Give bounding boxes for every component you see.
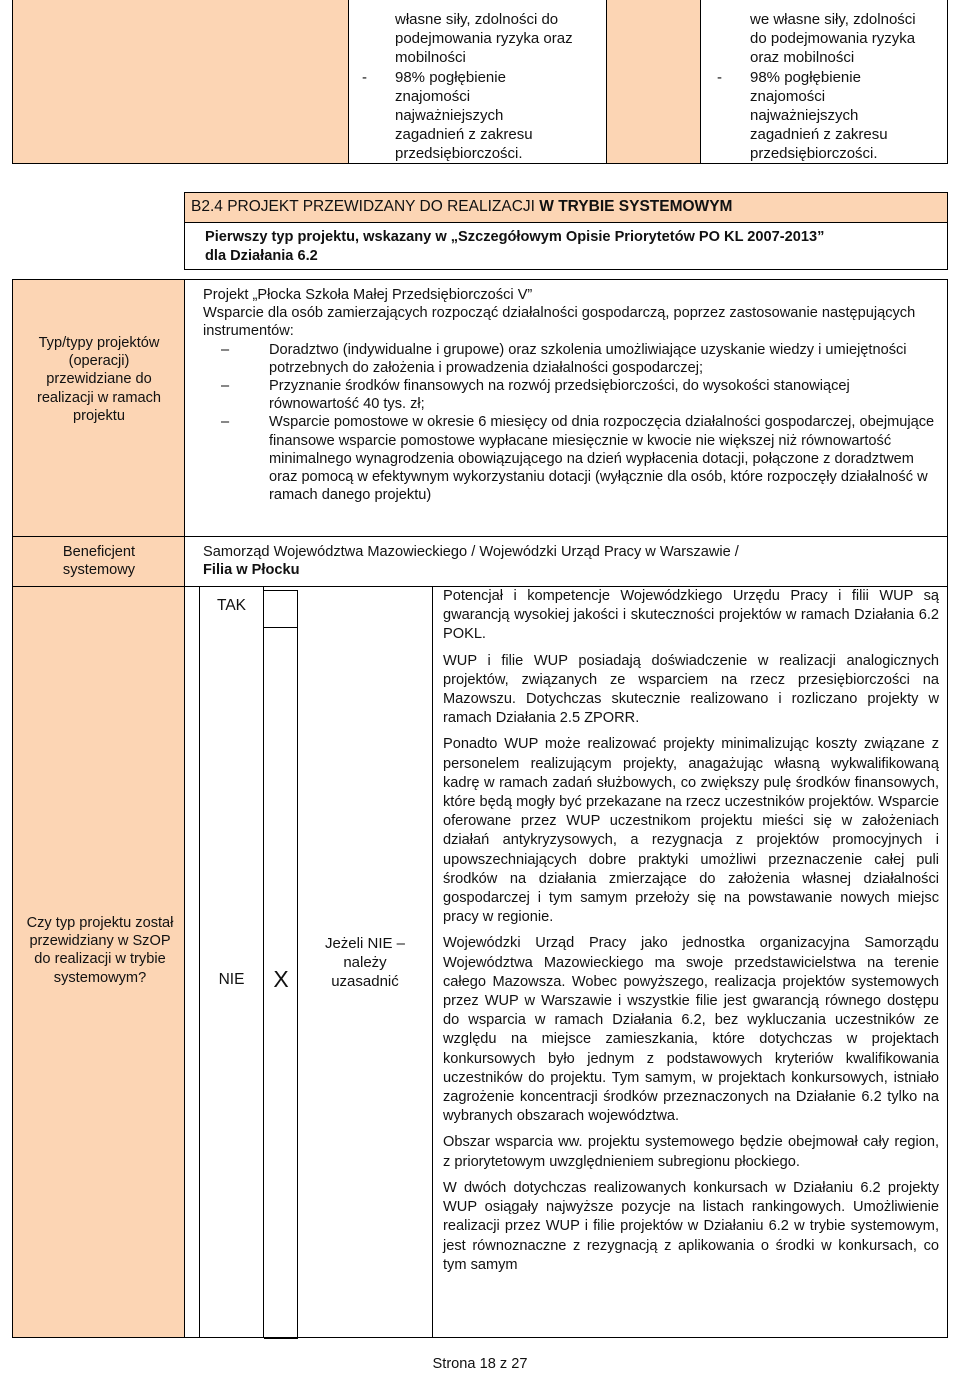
top-table-divider-1 [348,0,349,163]
x-mark: X [273,966,289,992]
tak-nie-column [199,587,264,1338]
top-left-dash: - [362,68,367,86]
top-table-divider-3 [700,0,701,163]
if-no-divider [432,587,433,1338]
top-right-dash: - [717,68,722,86]
beneficiary-label: Beneficjent systemowy [62,544,136,579]
top-left-text: własne siły, zdolności do podejmowania ryzyka oraz mobilności - 98% pogłębienie znajomości najważniejszych zagadnień z zakresu przedsiębiorczości. [362,11,573,163]
tak-box [264,590,298,628]
paragraph: Wojewódzki Urząd Pracy jako jednostka organizacyjna Samorządu Województwa Mazowieckiego ma swoje przedstawicielstwa na terenie całego Mazowsza. Wobec powyższego, realizacja projektów systemowych przez WUP w Warszawie i wszystkie filie jest gwarancją równego dostępu do wsparcia w ramach Działania 6.2, bez wykluczania uczestników ze względu na miejsce zamieszkania, które dotychczas w projektach konkursowych było jednym z podstawowych kryteriów kwalifikowania uczestników do projektu. Tym samym, w projektach konkursowych, istniało zagrożenie koncentracji środków przeznaczonych na Działanie 6.2 tylko na wybranych obszarach województwa. [443,935,939,1125]
paragraph: Ponadto WUP może realizować projekty minimalizując koszty związane z personelem realizującym projekty, anagażując własną wykwalifikowaną kadrę w ramach zadań służbowych, co zwiększy pulę środków finansowych, które będą mogły być przekazane na rzecz uczestników projektów. Wsparcie oferowane przez WUP uczestnikom projektu mieści się w założeniach działań antykryzysowych, a rezygnacja z projektów promocyjnych i upowszechniających dobre praktyki umożliwi przeznaczenie całej puli środków na działania zmierzające do założenia własnej działalności gospodarczej i tym samym przełoży się na powstawanie nowych miejsc pracy w regionie. [443,736,939,926]
list-item: – Wsparcie pomostowe w okresie 6 miesięcy od dnia rozpoczęcia działalności gospodarczej, obejmujące finansowe wsparcie pomostowe wypłacane miesięcznie w kwocie nie większej niż równowartość minimalnego wynagrodzenia obowiązującego na dzień wypłacenia dotacji, połączone z doradztwem oraz pomocą w efektywnym wykorzystaniu dotacji (wyłącznie dla osób, które rozpoczęły działalność w ramach danego projektu) [221,414,935,504]
paragraph: W dwóch dotychczas realizowanych konkursach w Działaniu 6.2 projekty WUP osiągały najwyższe pozycje na listach rankingowych. Umożliwienie realizacji przez WUP i filie projektów w Działaniu 6.2 w trybie systemowym, jest równoznaczne z rezygnacją z aplikowania o środki w konkursach, co tym samym [443,1179,939,1273]
justification-text [443,587,939,1275]
beneficiary-value: Samorząd Województwa Mazowieckiego / Wojewódzki Urząd Pracy w Warszawie / Filia w Płocku [203,544,739,579]
page-number: Strona 18 z 27 [432,1356,528,1372]
types-content [203,286,941,504]
project-intro: Wsparcie dla osób zamierzających rozpocząć działalności gospodarczą, poprzez zastosowanie następujących instrumentów: [203,305,916,340]
list-item: – Przyznanie środków finansowych na rozwój przedsiębiorczości, do wysokości stanowiącej równowartość 40 tys. zł; [221,378,850,413]
top-table-divider-2 [606,0,607,163]
project-name: Projekt „Płocka Szkoła Małej Przedsiębiorczości V” [203,287,533,303]
paragraph: Obszar wsparcia ww. projektu systemowego będzie obejmował cały region, z priorytetowym uwzględnieniem subregionu płockiego. [443,1134,939,1170]
instrument-list [203,341,941,505]
question-label: Czy typ projektu został przewidziany w SzOP do realizacji w trybie systemowym? [26,915,174,986]
types-label: Typ/typy projektów (operacji) przewidziane do realizacji w ramach projektu [36,335,162,424]
first-type-caption: Pierwszy typ projektu, wskazany w „Szczegółowym Opisie Priorytetów PO KL 2007-2013” dla Działania 6.2 [184,222,948,270]
paragraph: WUP i filie WUP posiadają doświadczenie w realizacji analogicznych projektów, związanych ze wsparciem na rzecz przesiębiorczości na Mazowszu. Dotychczas skutecznie realizowano i rozliczano projekty w ramach Działania 2.5 ZPORR. [443,652,939,727]
section-heading: B2.4 PROJEKT PRZEWIDZANY DO REALIZACJI W TRYBIE SYSTEMOWYM [184,192,948,223]
list-item: – Doradztwo (indywidualne i grupowe) oraz szkolenia umożliwiające uzyskanie wiedzy i umiejętności potrzebnych do założenia i prowadzenia działalności gospodarczej; [221,341,907,376]
top-right-text: we własne siły, zdolności do podejmowania ryzyka oraz mobilności - 98% pogłębienie znajomości najważniejszych zagadnień z zakresu przedsiębiorczości. [717,11,916,163]
nie-label: NIE [218,971,245,988]
paragraph: Potencjał i kompetencje Wojewódzkiego Urzędu Pracy i filii WUP są gwarancją wysokiej jakości i skuteczności projektów w ramach Działania 6.2 POKL. [443,588,939,643]
if-no-label: Jeżeli NIE – należy uzasadnić [324,935,406,990]
tak-label: TAK [217,597,246,614]
